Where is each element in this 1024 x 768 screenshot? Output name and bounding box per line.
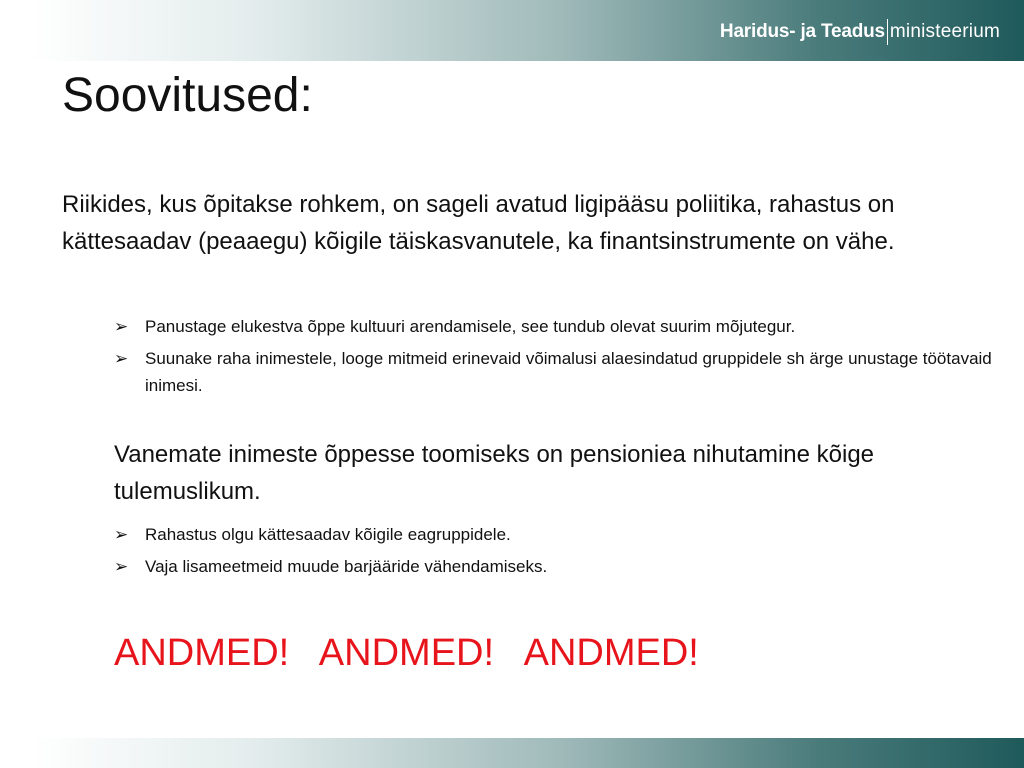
list-item [114, 313, 994, 340]
arrow-bullet-icon: ➢ [114, 349, 129, 368]
bullet-list-2 [114, 521, 994, 585]
arrow-bullet-icon: ➢ [114, 557, 129, 576]
list-item-text: Vaja lisameetmeid muude barjääride vähendamiseks. [145, 557, 548, 576]
list-item-text: Suunake raha inimestele, looge mitmeid erinevaid võimalusi alaesindatud gruppidele sh ärge unustage töötavaid inimesi. [145, 349, 992, 395]
header-banner [0, 0, 1024, 61]
logo-light-text: ministeerium [889, 21, 1000, 42]
list-item [114, 345, 994, 399]
list-item [114, 553, 994, 580]
list-item-text: Panustage elukestva õppe kultuuri arendamisele, see tundub olevat suurim mõjutegur. [145, 317, 796, 336]
ministry-logo [720, 18, 1000, 46]
logo-divider [887, 19, 888, 45]
arrow-bullet-icon: ➢ [114, 525, 129, 544]
logo-bold-text: Haridus- ja Teadus [719, 21, 885, 42]
emphasis-data-text: ANDMED! ANDMED! ANDMED! [114, 632, 699, 674]
slide-title: Soovitused: [62, 69, 313, 122]
footer-banner [0, 738, 1024, 768]
list-item [114, 521, 994, 548]
arrow-bullet-icon: ➢ [114, 317, 129, 336]
paragraph-pension-age: Vanemate inimeste õppesse toomiseks on pensioniea nihutamine kõige tulemuslikum. [114, 441, 875, 505]
paragraph-open-access: Riikides, kus õpitakse rohkem, on sageli avatud ligipääsu poliitika, rahastus on kättesaadav (peaaegu) kõigile täiskasvanutele, ka finantsinstrumente on vähe. [62, 191, 895, 255]
bullet-list-1 [114, 313, 994, 404]
list-item-text: Rahastus olgu kättesaadav kõigile eagruppidele. [145, 525, 511, 544]
